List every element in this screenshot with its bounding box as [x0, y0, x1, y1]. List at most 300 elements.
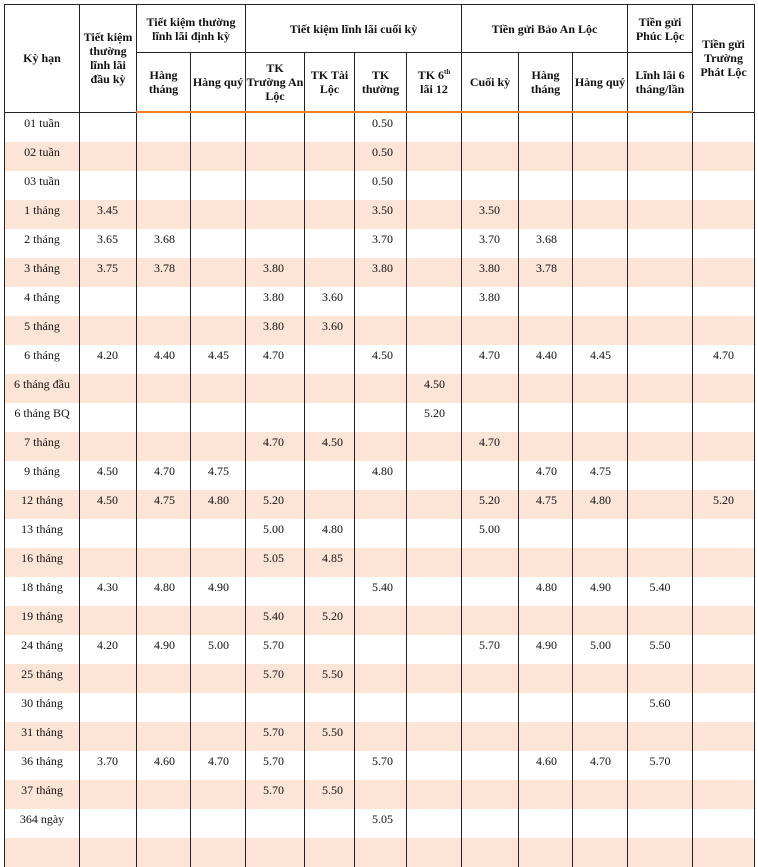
rate-cell [305, 403, 355, 432]
rate-cell: 3.45 [80, 200, 137, 229]
rate-cell [462, 403, 519, 432]
rate-cell [462, 780, 519, 809]
rate-cell [693, 403, 755, 432]
rate-cell [80, 548, 137, 577]
term-cell [5, 838, 80, 867]
rate-cell [137, 519, 191, 548]
rate-cell [407, 490, 462, 519]
rate-cell [462, 606, 519, 635]
rate-cell [407, 606, 462, 635]
rate-cell [80, 722, 137, 751]
rate-cell: 5.50 [305, 780, 355, 809]
rate-cell [355, 838, 407, 867]
rate-cell [355, 780, 407, 809]
rate-cell [407, 200, 462, 229]
rate-cell [246, 142, 305, 171]
header-dinh-ky-hang-quy: Hàng quý [191, 53, 246, 113]
rate-cell [407, 809, 462, 838]
rate-cell [693, 664, 755, 693]
header-bao-hang-quy: Hàng quý [573, 53, 628, 113]
rate-cell [628, 171, 693, 200]
rate-cell [137, 142, 191, 171]
rate-cell [462, 171, 519, 200]
rate-cell [80, 142, 137, 171]
rate-cell [246, 403, 305, 432]
rate-cell: 0.50 [355, 142, 407, 171]
rate-cell [191, 171, 246, 200]
rate-cell [191, 374, 246, 403]
rate-cell [462, 316, 519, 345]
rate-cell [628, 838, 693, 867]
rate-cell [628, 258, 693, 287]
term-cell: 16 tháng [5, 548, 80, 577]
rate-cell: 4.85 [305, 548, 355, 577]
rate-cell [137, 171, 191, 200]
rate-cell [462, 693, 519, 722]
rate-cell [628, 403, 693, 432]
rate-cell [191, 664, 246, 693]
rate-cell [693, 693, 755, 722]
rate-cell: 5.00 [246, 519, 305, 548]
rate-cell [628, 432, 693, 461]
table-row [5, 171, 755, 200]
rate-cell: 3.80 [462, 287, 519, 316]
rate-cell [628, 664, 693, 693]
rate-cell [573, 432, 628, 461]
rate-cell [355, 693, 407, 722]
rate-cell [407, 519, 462, 548]
term-cell: 3 tháng [5, 258, 80, 287]
rate-cell: 4.90 [519, 635, 573, 664]
rate-cell: 5.20 [407, 403, 462, 432]
rate-cell: 4.70 [191, 751, 246, 780]
rate-cell [407, 751, 462, 780]
rate-cell [246, 577, 305, 606]
table-row [5, 548, 755, 577]
rate-cell: 5.70 [628, 751, 693, 780]
rate-cell: 3.80 [246, 316, 305, 345]
rate-cell [305, 461, 355, 490]
table-row [5, 374, 755, 403]
rate-cell [191, 142, 246, 171]
rate-cell: 5.20 [462, 490, 519, 519]
rate-cell [246, 374, 305, 403]
rate-cell [246, 693, 305, 722]
rate-cell [305, 490, 355, 519]
rate-cell [573, 838, 628, 867]
rate-cell [137, 432, 191, 461]
rate-cell [693, 461, 755, 490]
rate-cell [191, 112, 246, 142]
term-cell: 4 tháng [5, 287, 80, 316]
rate-cell [137, 809, 191, 838]
rate-cell [693, 287, 755, 316]
rate-cell: 4.50 [305, 432, 355, 461]
rate-cell [519, 519, 573, 548]
rate-cell [628, 374, 693, 403]
rate-cell: 4.30 [80, 577, 137, 606]
interest-rate-table [4, 4, 755, 867]
rate-cell [191, 519, 246, 548]
rate-cell [407, 838, 462, 867]
rate-cell [573, 316, 628, 345]
header-tk-6th-label: TK 6 [417, 68, 445, 82]
rate-cell [628, 519, 693, 548]
rate-cell: 3.65 [80, 229, 137, 258]
rate-cell: 4.50 [355, 345, 407, 374]
rate-cell [693, 112, 755, 142]
rate-cell: 3.60 [305, 287, 355, 316]
term-cell: 19 tháng [5, 606, 80, 635]
rate-cell: 4.70 [246, 432, 305, 461]
rate-cell [693, 635, 755, 664]
header-tk-6th-sup: th [444, 68, 451, 76]
table-row [5, 345, 755, 374]
rate-cell [573, 374, 628, 403]
rate-cell [137, 287, 191, 316]
rate-cell [407, 693, 462, 722]
rate-cell [407, 142, 462, 171]
rate-cell [628, 548, 693, 577]
rate-cell [462, 112, 519, 142]
rate-cell [628, 722, 693, 751]
rate-cell [407, 635, 462, 664]
table-row [5, 490, 755, 519]
rate-cell [246, 461, 305, 490]
term-cell: 13 tháng [5, 519, 80, 548]
term-cell: 7 tháng [5, 432, 80, 461]
rate-cell: 3.80 [355, 258, 407, 287]
term-cell: 1 tháng [5, 200, 80, 229]
rate-cell [693, 780, 755, 809]
rate-cell: 4.45 [573, 345, 628, 374]
table-row [5, 258, 755, 287]
rate-cell [355, 432, 407, 461]
rate-cell [407, 345, 462, 374]
rate-cell [355, 316, 407, 345]
rate-cell: 4.50 [80, 490, 137, 519]
rate-cell [462, 577, 519, 606]
term-cell: 364 ngày [5, 809, 80, 838]
rate-cell: 4.70 [246, 345, 305, 374]
rate-cell [519, 838, 573, 867]
rate-cell [407, 664, 462, 693]
rate-cell [355, 519, 407, 548]
rate-cell [305, 374, 355, 403]
rate-cell [246, 112, 305, 142]
rate-cell [305, 635, 355, 664]
rate-cell: 3.70 [355, 229, 407, 258]
rate-cell [519, 809, 573, 838]
rate-cell [693, 577, 755, 606]
rate-cell: 4.80 [137, 577, 191, 606]
rate-cell: 5.05 [355, 809, 407, 838]
rate-cell: 4.40 [137, 345, 191, 374]
rate-cell: 4.70 [462, 345, 519, 374]
header-truong-phat-loc: Tiền gửi Trường Phát Lộc [693, 5, 755, 113]
term-cell: 03 tuần [5, 171, 80, 200]
rate-cell [80, 664, 137, 693]
rate-cell [628, 316, 693, 345]
rate-cell: 3.80 [246, 287, 305, 316]
rate-cell [519, 316, 573, 345]
term-cell: 6 tháng đầu [5, 374, 80, 403]
rate-cell [137, 316, 191, 345]
header-dinh-ky: Tiết kiệm thường lĩnh lãi định kỳ [137, 5, 246, 53]
rate-cell [137, 693, 191, 722]
table-row [5, 809, 755, 838]
rate-cell [462, 838, 519, 867]
rate-cell [573, 112, 628, 142]
table-row [5, 693, 755, 722]
rate-cell [191, 229, 246, 258]
table-row [5, 316, 755, 345]
rate-cell: 5.40 [355, 577, 407, 606]
rate-cell [462, 548, 519, 577]
rate-cell: 4.60 [519, 751, 573, 780]
rate-cell: 4.50 [80, 461, 137, 490]
rate-cell [80, 403, 137, 432]
rate-cell: 3.68 [519, 229, 573, 258]
rate-cell [519, 606, 573, 635]
rate-cell: 4.20 [80, 345, 137, 374]
table-row [5, 112, 755, 142]
rate-cell [519, 403, 573, 432]
rate-cell [191, 200, 246, 229]
rate-cell [305, 112, 355, 142]
header-dinh-ky-hang-thang: Hàng tháng [137, 53, 191, 113]
rate-cell [80, 287, 137, 316]
rate-cell: 4.70 [573, 751, 628, 780]
rate-cell [355, 490, 407, 519]
table-row [5, 432, 755, 461]
rate-cell [407, 722, 462, 751]
rate-cell [693, 229, 755, 258]
rate-cell [355, 548, 407, 577]
rate-cell: 4.75 [519, 490, 573, 519]
rate-cell [305, 809, 355, 838]
table-row [5, 606, 755, 635]
rate-cell [305, 258, 355, 287]
rate-cell [355, 606, 407, 635]
rate-cell [191, 548, 246, 577]
rate-cell: 3.80 [462, 258, 519, 287]
rate-cell [137, 606, 191, 635]
rate-cell [519, 548, 573, 577]
term-cell: 6 tháng BQ [5, 403, 80, 432]
rate-cell [628, 287, 693, 316]
rate-cell [137, 548, 191, 577]
rate-cell [573, 519, 628, 548]
rate-cell: 3.50 [355, 200, 407, 229]
rate-cell: 4.70 [462, 432, 519, 461]
rate-cell: 3.70 [462, 229, 519, 258]
rate-cell: 5.70 [246, 751, 305, 780]
term-cell: 01 tuần [5, 112, 80, 142]
rate-cell [305, 142, 355, 171]
rate-cell: 5.20 [693, 490, 755, 519]
rate-cell: 4.70 [137, 461, 191, 490]
rate-cell: 4.70 [519, 461, 573, 490]
rate-cell: 4.50 [407, 374, 462, 403]
table-row [5, 722, 755, 751]
rate-cell: 5.70 [246, 780, 305, 809]
rate-cell [628, 142, 693, 171]
rate-cell [80, 112, 137, 142]
rate-cell: 5.70 [462, 635, 519, 664]
rate-cell [462, 722, 519, 751]
rate-cell: 5.50 [305, 722, 355, 751]
term-cell: 9 tháng [5, 461, 80, 490]
rate-cell: 5.20 [246, 490, 305, 519]
table-row [5, 519, 755, 548]
rate-cell [693, 838, 755, 867]
rate-cell [519, 287, 573, 316]
table-row [5, 751, 755, 780]
rate-cell: 4.75 [137, 490, 191, 519]
rate-cell [305, 200, 355, 229]
table-header [5, 5, 755, 113]
rate-cell: 4.20 [80, 635, 137, 664]
rate-cell [628, 606, 693, 635]
rate-cell [407, 287, 462, 316]
term-cell: 2 tháng [5, 229, 80, 258]
rate-cell [137, 664, 191, 693]
rate-cell [246, 171, 305, 200]
rate-cell: 4.80 [191, 490, 246, 519]
rate-cell [246, 838, 305, 867]
rate-cell [693, 432, 755, 461]
rate-cell [137, 403, 191, 432]
rate-cell: 4.80 [305, 519, 355, 548]
rate-cell [519, 142, 573, 171]
rate-cell [519, 200, 573, 229]
rate-cell [407, 461, 462, 490]
rate-cell [191, 780, 246, 809]
term-cell: 30 tháng [5, 693, 80, 722]
rate-cell: 4.60 [137, 751, 191, 780]
rate-cell [573, 548, 628, 577]
rate-cell: 3.50 [462, 200, 519, 229]
rate-cell [80, 519, 137, 548]
rate-cell [407, 548, 462, 577]
rate-cell [462, 809, 519, 838]
rate-cell [246, 229, 305, 258]
rate-cell [191, 838, 246, 867]
header-cuoi-ky: Tiết kiệm lĩnh lãi cuối kỳ [246, 5, 462, 53]
rate-cell: 5.00 [573, 635, 628, 664]
rate-cell [80, 693, 137, 722]
rate-cell [191, 693, 246, 722]
rate-cell [137, 374, 191, 403]
header-phuc-loc-sub: Lĩnh lãi 6 tháng/lần [628, 53, 693, 113]
rate-cell [693, 171, 755, 200]
rate-cell [628, 809, 693, 838]
rate-cell [407, 316, 462, 345]
rate-cell: 3.78 [519, 258, 573, 287]
rate-cell [693, 142, 755, 171]
rate-cell: 4.90 [137, 635, 191, 664]
rate-cell [191, 809, 246, 838]
rate-cell [628, 229, 693, 258]
table-row [5, 664, 755, 693]
rate-cell [693, 316, 755, 345]
rate-cell [693, 200, 755, 229]
rate-cell [462, 664, 519, 693]
rate-cell [355, 287, 407, 316]
rate-cell [191, 403, 246, 432]
rate-cell: 5.40 [628, 577, 693, 606]
rate-cell [693, 519, 755, 548]
rate-cell [407, 432, 462, 461]
rate-cell [573, 258, 628, 287]
rate-cell: 5.60 [628, 693, 693, 722]
rate-cell [191, 258, 246, 287]
rate-cell: 4.80 [355, 461, 407, 490]
rate-cell: 0.50 [355, 112, 407, 142]
rate-cell [628, 345, 693, 374]
rate-cell [355, 664, 407, 693]
rate-cell [246, 200, 305, 229]
rate-cell [407, 229, 462, 258]
rate-cell [573, 809, 628, 838]
term-cell: 02 tuần [5, 142, 80, 171]
rate-cell [462, 374, 519, 403]
rate-cell [519, 171, 573, 200]
rate-cell: 4.90 [573, 577, 628, 606]
rate-cell [693, 374, 755, 403]
rate-cell [462, 751, 519, 780]
rate-cell [137, 112, 191, 142]
header-bao-hang-thang: Hàng tháng [519, 53, 573, 113]
rate-cell: 4.75 [191, 461, 246, 490]
term-cell: 18 tháng [5, 577, 80, 606]
rate-cell [305, 577, 355, 606]
rate-cell [573, 171, 628, 200]
rate-cell [305, 838, 355, 867]
rate-cell [80, 606, 137, 635]
term-cell: 37 tháng [5, 780, 80, 809]
rate-cell [407, 780, 462, 809]
header-tk-truong-an-loc: TK Trường An Lộc [246, 53, 305, 113]
rate-cell [693, 751, 755, 780]
rate-cell [573, 229, 628, 258]
rate-cell [80, 171, 137, 200]
rate-cell [305, 693, 355, 722]
rate-cell [462, 142, 519, 171]
rate-cell [519, 722, 573, 751]
rate-cell [355, 403, 407, 432]
rate-cell: 5.70 [355, 751, 407, 780]
rate-cell [191, 432, 246, 461]
rate-cell [573, 664, 628, 693]
rate-cell [80, 316, 137, 345]
rate-cell: 5.40 [246, 606, 305, 635]
rate-cell [573, 606, 628, 635]
rate-cell [137, 200, 191, 229]
rate-cell [137, 780, 191, 809]
table-body [5, 112, 755, 867]
rate-cell: 3.60 [305, 316, 355, 345]
rate-cell [80, 838, 137, 867]
rate-cell [519, 432, 573, 461]
table-row [5, 200, 755, 229]
rate-cell [693, 548, 755, 577]
table-row [5, 229, 755, 258]
term-cell: 36 tháng [5, 751, 80, 780]
rate-cell: 3.75 [80, 258, 137, 287]
rate-cell [693, 258, 755, 287]
